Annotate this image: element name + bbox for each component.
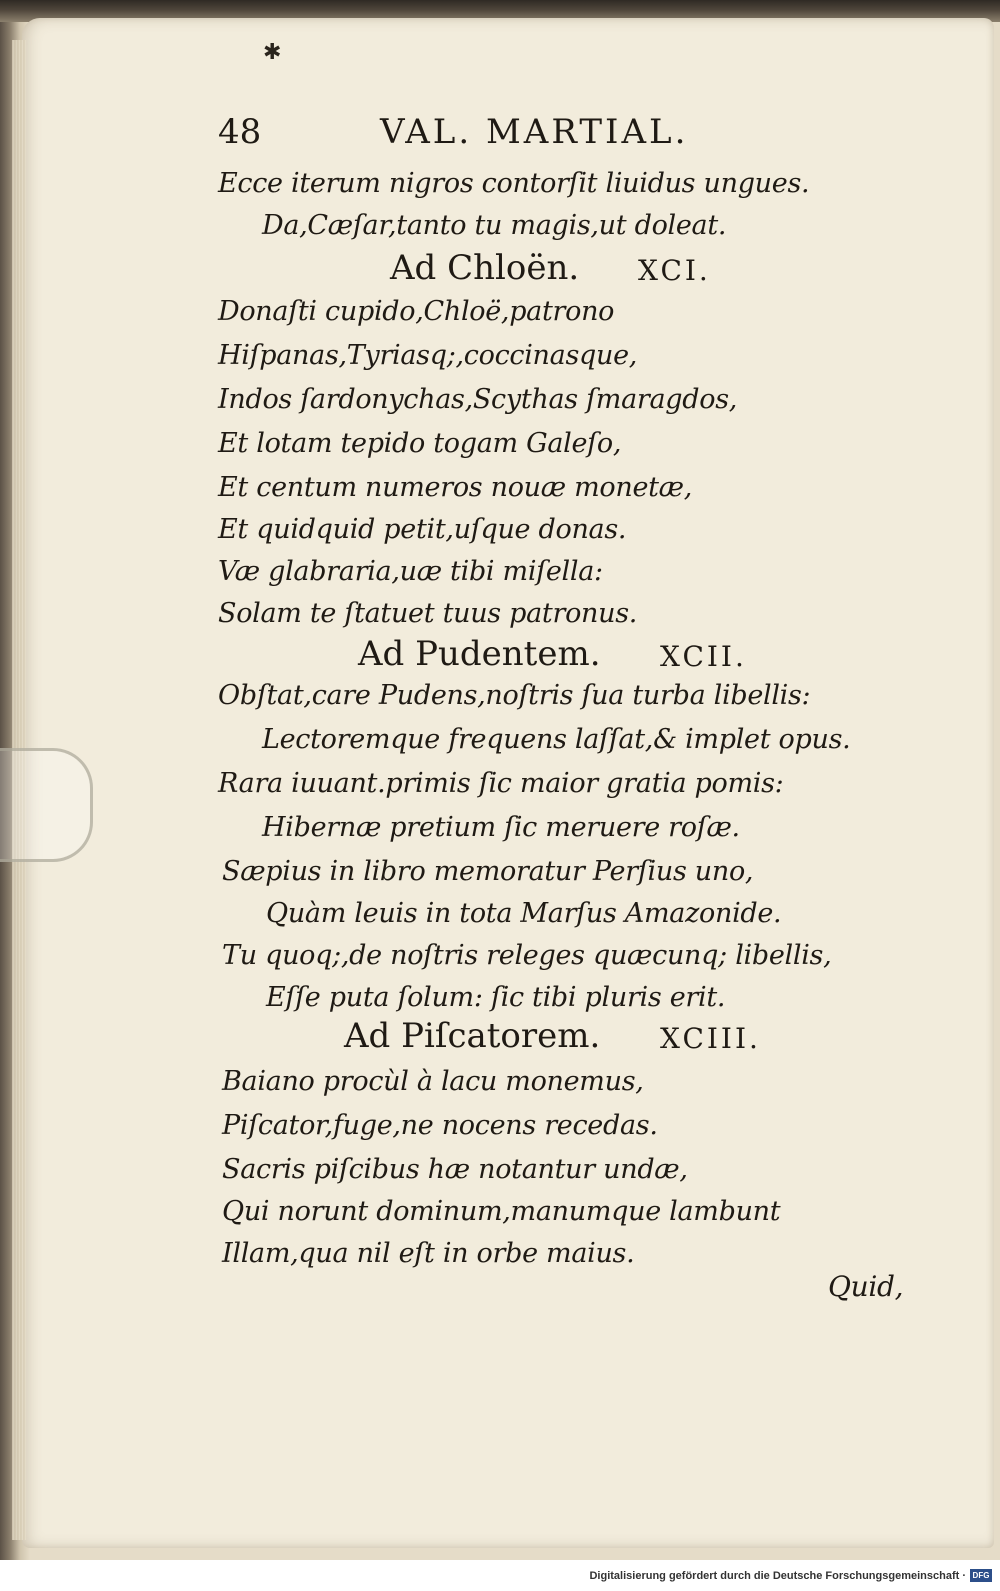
dfg-logo: DFG	[970, 1569, 992, 1582]
poem-title: Ad Chloën.	[390, 248, 580, 288]
verse-line: Da,Cæſar,tanto tu magis,ut doleat.	[262, 210, 727, 241]
verse-line: Sacris piſcibus hæ notantur undæ,	[222, 1154, 688, 1185]
verse-line: Et lotam tepido togam Galeſo,	[218, 428, 622, 459]
poem-numeral: XCI.	[638, 254, 711, 287]
verse-line: Qui norunt dominum,manumque lambunt	[222, 1196, 781, 1227]
verse-line: Sæpius in libro memoratur Perſius uno,	[222, 856, 754, 887]
verse-line: Ecce iterum nigros contorſit liuidus ungues.	[218, 168, 810, 199]
verse-line: Quàm leuis in tota Marſus Amazonide.	[266, 898, 782, 929]
verse-line: Hiſpanas,Tyriasq;,coccinasque,	[218, 340, 638, 371]
running-head: VAL. MARTIAL.	[380, 112, 689, 152]
poem-numeral: XCIII.	[660, 1022, 761, 1055]
verse-line: Lectoremque frequens laſſat,& implet opus.	[262, 724, 851, 755]
verse-line: Væ glabraria,uæ tibi miſella:	[218, 556, 603, 587]
verse-line: Rara iuuant.primis ſic maior gratia pomis:	[218, 768, 784, 799]
verse-line: Hibernæ pretium ſic meruere roſæ.	[262, 812, 740, 843]
verse-line: Donaſti cupido,Chloë,patrono	[218, 296, 615, 327]
verse-line: Baiano procùl à lacu monemus,	[222, 1066, 644, 1097]
poem-title: Ad Pudentem.	[358, 634, 601, 674]
verse-line: Eſſe puta ſolum: ſic tibi pluris erit.	[266, 982, 726, 1013]
verse-line: Illam,qua nil eſt in orbe maius.	[222, 1238, 635, 1269]
verse-line: Solam te ſtatuet tuus patronus.	[218, 598, 638, 629]
ornament-mark: ✱	[263, 40, 282, 65]
page-clip	[0, 748, 93, 862]
verse-line: Tu quoq;,de noſtris releges quæcunq; libellis,	[222, 940, 832, 971]
verse-line: Piſcator,fuge,ne nocens recedas.	[222, 1110, 658, 1141]
verse-line: Obſtat,care Pudens,noſtris ſua turba libellis:	[218, 680, 811, 711]
verse-line: Et centum numeros nouæ monetæ,	[218, 472, 693, 503]
poem-title: Ad Piſcatorem.	[344, 1016, 601, 1056]
page-number: 48	[218, 112, 262, 152]
verse-line: Et quidquid petit,uſque donas.	[218, 514, 627, 545]
poem-numeral: XCII.	[660, 640, 747, 673]
catchword: Quid,	[828, 1270, 904, 1303]
verse-line: Indos ſardonychas,Scythas ſmaragdos,	[218, 384, 738, 415]
digitization-credit: Digitalisierung gefördert durch die Deutsche Forschungsgemeinschaft ·	[589, 1570, 966, 1582]
